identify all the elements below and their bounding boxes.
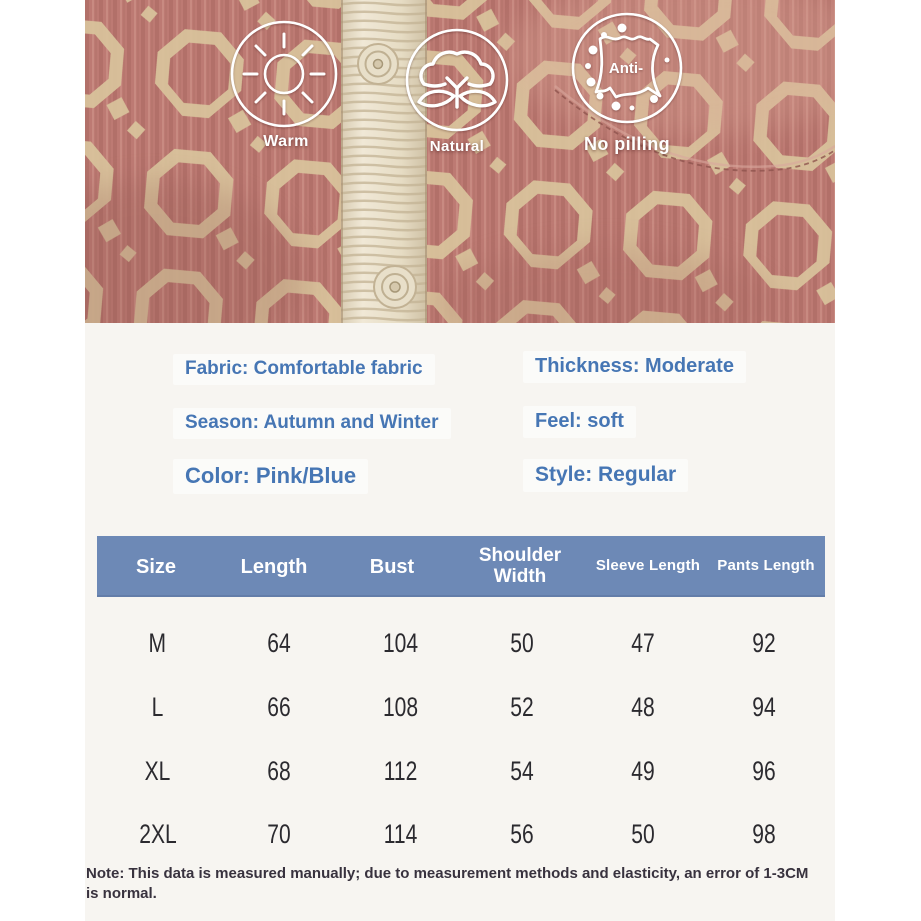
cell: 70	[267, 819, 291, 850]
header-cell-sleeve-length: Sleeve Length	[595, 557, 701, 575]
table-row-m	[97, 612, 825, 676]
attribute-thickness: Thickness: Moderate	[523, 351, 746, 383]
attribute-fabric: Fabric: Comfortable fabric	[173, 354, 435, 385]
header-cell-length: Length	[240, 555, 308, 578]
cell: 66	[267, 692, 291, 723]
cell: 54	[509, 755, 534, 786]
cell: 98	[752, 819, 777, 850]
cell: 52	[509, 692, 534, 723]
cell: 92	[752, 628, 777, 659]
attribute-style: Style: Regular	[523, 459, 688, 492]
cell: 68	[267, 755, 291, 786]
attribute-season: Season: Autumn and Winter	[173, 408, 451, 439]
product-info-panel	[85, 323, 835, 921]
feature-badge-natural	[397, 20, 517, 140]
size-table-body	[97, 612, 825, 867]
cell: 94	[752, 692, 777, 723]
cell: 50	[509, 628, 534, 659]
table-row-l	[97, 676, 825, 740]
cell: 114	[383, 819, 418, 850]
feature-label-natural: Natural	[429, 138, 485, 155]
feature-label-no-pilling: No pilling	[584, 134, 670, 154]
cell: 64	[267, 628, 291, 659]
attribute-color: Color: Pink/Blue	[173, 459, 368, 494]
cell: XL	[144, 755, 171, 786]
anti-label: Anti-	[608, 60, 644, 77]
cell: 96	[752, 755, 777, 786]
header-cell-bust: Bust	[369, 555, 415, 578]
feature-label-warm: Warm	[263, 133, 309, 150]
header-cell-shoulder-width: Shoulder Width	[478, 544, 562, 587]
measurement-note: Note: This data is measured manually; due to measurement methods and elasticity, an error of 1-3CM is normal.	[86, 865, 809, 902]
sun-icon	[224, 14, 344, 134]
table-row-2xl	[97, 803, 825, 867]
cell: 2XL	[138, 819, 177, 850]
cell: 56	[509, 819, 534, 850]
cell: 108	[382, 692, 418, 723]
attribute-feel: Feel: soft	[523, 406, 636, 438]
cell: L	[151, 692, 164, 723]
table-row-xl	[97, 739, 825, 803]
anti-pilling-icon	[567, 8, 687, 128]
feature-badge-warm	[224, 14, 344, 134]
cell: 112	[383, 755, 418, 786]
button	[374, 266, 416, 308]
cell: 48	[631, 692, 655, 723]
cotton-icon	[397, 20, 517, 140]
feature-badge-no-pilling	[567, 8, 687, 128]
size-table-header	[97, 536, 825, 597]
fabric-photo	[85, 0, 835, 323]
cell: 49	[631, 755, 655, 786]
cell: 47	[631, 628, 655, 659]
cell: 104	[382, 628, 418, 659]
button	[358, 44, 398, 84]
cell: 50	[631, 819, 655, 850]
header-cell-size: Size	[135, 555, 177, 578]
header-cell-pants-length: Pants Length	[717, 557, 815, 575]
cell: M	[148, 628, 167, 659]
